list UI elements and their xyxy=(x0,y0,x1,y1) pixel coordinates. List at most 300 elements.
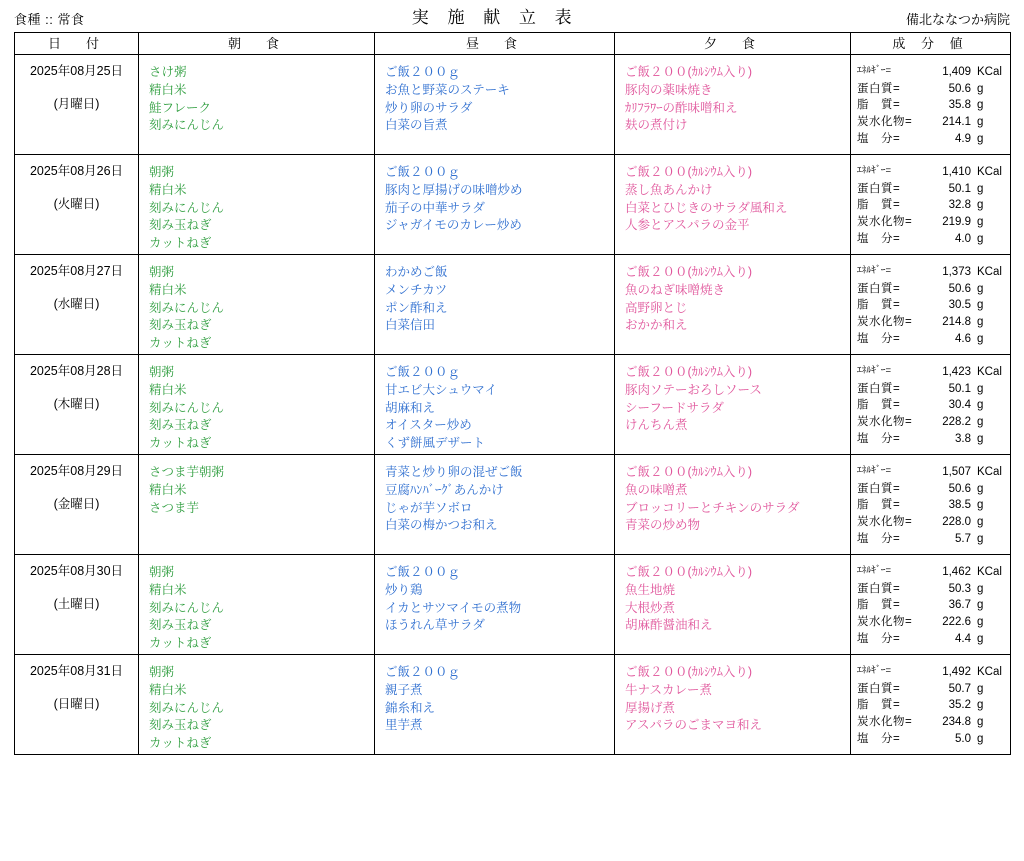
dish-item: ご飯２００ｇ xyxy=(385,65,461,79)
nutrition-values xyxy=(851,155,1010,247)
dish-item: シーフードサラダ xyxy=(625,400,724,415)
dish-item: 炒り卵のサラダ xyxy=(385,100,473,115)
breakfast-dish-list xyxy=(139,155,374,253)
dinner-dish-list xyxy=(615,155,850,235)
nutrition-cell xyxy=(851,255,1011,355)
nutrition-value-protein: 50.1 xyxy=(948,182,971,195)
date-cell xyxy=(15,155,139,255)
breakfast-cell xyxy=(139,355,375,455)
nutrition-row-salt xyxy=(857,431,1004,448)
table-row xyxy=(15,155,1011,255)
document-header xyxy=(14,6,1010,28)
nutrition-value-protein: 50.6 xyxy=(948,282,971,295)
lunch-dish-list xyxy=(375,55,614,135)
nutrition-value-carb: 219.9 xyxy=(942,216,971,229)
dish-item: 朝粥 xyxy=(149,365,175,379)
nutrition-label-carb: 炭水化物= xyxy=(857,416,913,429)
dinner-dish-list xyxy=(615,355,850,435)
dish-item: 魚生地焼 xyxy=(625,582,676,597)
dish-item: 里芋煮 xyxy=(385,718,423,733)
dish-item: 大根炒煮 xyxy=(625,600,676,615)
nutrition-value-energy: 1,373 xyxy=(942,266,971,278)
nutrition-unit-carb: g xyxy=(977,716,984,729)
dish-item: 精白米 xyxy=(149,182,187,197)
dish-item: 刻み玉ねぎ xyxy=(149,618,212,633)
nutrition-value-protein: 50.3 xyxy=(948,582,971,595)
nutrition-row-energy xyxy=(857,464,1004,481)
dinner-dish-list xyxy=(615,55,850,135)
nutrition-row-fat xyxy=(857,597,1004,614)
nutrition-unit-protein: g xyxy=(977,382,984,395)
dish-item: 豚肉の薬味焼き xyxy=(625,82,713,97)
date-cell xyxy=(15,355,139,455)
dinner-cell xyxy=(615,655,851,755)
nutrition-unit-carb: g xyxy=(977,516,984,529)
nutrition-label-fat: 脂 質= xyxy=(857,199,901,212)
nutrition-value-salt: 5.0 xyxy=(955,732,971,745)
weekday-text: (金曜日) xyxy=(53,496,100,511)
dish-item: 牛ナスカレー煮 xyxy=(625,682,713,697)
nutrition-unit-energy: KCal xyxy=(977,466,1002,478)
dish-item: ご飯２００(ｶﾙｼｳﾑ入り) xyxy=(625,265,753,279)
nutrition-unit-energy: KCal xyxy=(977,566,1002,578)
nutrition-label-energy: ｴﾈﾙｷﾞｰ= xyxy=(857,665,892,676)
nutrition-cell xyxy=(851,55,1011,155)
nutrition-row-energy xyxy=(857,364,1004,381)
lunch-cell xyxy=(375,655,615,755)
nutrition-row-salt xyxy=(857,131,1004,148)
dish-item: 豚肉ソテーおろしソース xyxy=(625,382,762,397)
dish-item: ｶﾘﾌﾗﾜｰの酢味噌和え xyxy=(625,100,738,115)
dish-item: けんちん煮 xyxy=(625,418,688,433)
dish-item: 朝粥 xyxy=(149,565,175,579)
nutrition-row-carb xyxy=(857,214,1004,231)
column-header-breakfast: 朝 食 xyxy=(139,33,375,55)
nutrition-row-salt xyxy=(857,731,1004,748)
nutrition-unit-salt: g xyxy=(977,632,984,645)
nutrition-row-carb xyxy=(857,514,1004,531)
breakfast-cell xyxy=(139,455,375,555)
dish-item: ポン酢和え xyxy=(385,300,448,315)
dinner-dish-list xyxy=(615,455,850,535)
dish-item: 胡麻酢醤油和え xyxy=(625,618,713,633)
nutrition-value-energy: 1,462 xyxy=(942,566,971,578)
dinner-cell xyxy=(615,255,851,355)
table-row xyxy=(15,455,1011,555)
dinner-cell xyxy=(615,455,851,555)
dish-item: ご飯２００(ｶﾙｼｳﾑ入り) xyxy=(625,665,753,679)
dish-item: さけ粥 xyxy=(149,65,187,79)
dish-item: 青菜と炒り卵の混ぜご飯 xyxy=(385,465,523,479)
nutrition-label-energy: ｴﾈﾙｷﾞｰ= xyxy=(857,265,892,276)
dish-item: 胡麻和え xyxy=(385,400,436,415)
dish-item: 精白米 xyxy=(149,682,187,697)
nutrition-value-carb: 234.8 xyxy=(942,716,971,729)
dish-item: ご飯２００(ｶﾙｼｳﾑ入り) xyxy=(625,165,753,179)
nutrition-label-fat: 脂 質= xyxy=(857,99,901,112)
nutrition-row-energy xyxy=(857,664,1004,681)
dish-item: 白菜の旨煮 xyxy=(385,118,448,133)
nutrition-label-salt: 塩 分= xyxy=(857,332,901,345)
nutrition-label-protein: 蛋白質= xyxy=(857,482,901,495)
nutrition-label-salt: 塩 分= xyxy=(857,232,901,245)
nutrition-row-protein xyxy=(857,381,1004,398)
dish-item: ジャガイモのカレー炒め xyxy=(385,218,522,233)
date-text: 2025年08月26日 xyxy=(29,164,124,178)
nutrition-values xyxy=(851,555,1010,647)
breakfast-dish-list xyxy=(139,55,374,135)
nutrition-label-energy: ｴﾈﾙｷﾞｰ= xyxy=(857,165,892,176)
dish-item: ご飯２００ｇ xyxy=(385,165,461,179)
lunch-cell xyxy=(375,155,615,255)
dish-item: 白菜とひじきのサラダ風和え xyxy=(625,200,788,215)
nutrition-value-fat: 35.8 xyxy=(948,99,971,112)
nutrition-unit-carb: g xyxy=(977,316,984,329)
dish-item: 刻み玉ねぎ xyxy=(149,418,212,433)
weekday-text: (月曜日) xyxy=(53,96,100,111)
nutrition-cell xyxy=(851,555,1011,655)
breakfast-cell xyxy=(139,155,375,255)
dish-item: 鮭フレーク xyxy=(149,100,212,115)
nutrition-value-carb: 222.6 xyxy=(942,616,971,629)
nutrition-row-protein xyxy=(857,281,1004,298)
dish-item: 朝粥 xyxy=(149,165,175,179)
weekday-text: (木曜日) xyxy=(53,396,100,411)
column-header-lunch: 昼 食 xyxy=(375,33,615,55)
nutrition-value-carb: 228.2 xyxy=(942,416,971,429)
nutrition-values xyxy=(851,55,1010,147)
dish-item: 甘エビ大シュウマイ xyxy=(385,382,498,397)
column-header-date: 日 付 xyxy=(15,33,139,55)
dinner-dish-list xyxy=(615,255,850,335)
table-row xyxy=(15,655,1011,755)
nutrition-value-salt: 4.0 xyxy=(955,232,971,245)
dinner-dish-list xyxy=(615,555,850,635)
nutrition-label-protein: 蛋白質= xyxy=(857,382,901,395)
dish-item: カットねぎ xyxy=(149,436,212,450)
dish-item: ご飯２００(ｶﾙｼｳﾑ入り) xyxy=(625,365,753,379)
nutrition-label-energy: ｴﾈﾙｷﾞｰ= xyxy=(857,465,892,476)
dish-item: 刻みにんじん xyxy=(149,600,225,615)
date-text: 2025年08月30日 xyxy=(29,564,124,578)
nutrition-unit-salt: g xyxy=(977,432,984,445)
lunch-dish-list xyxy=(375,455,614,535)
nutrition-value-salt: 5.7 xyxy=(955,532,971,545)
nutrition-cell xyxy=(851,455,1011,555)
nutrition-unit-fat: g xyxy=(977,499,984,512)
date-cell xyxy=(15,455,139,555)
column-header-dinner: 夕 食 xyxy=(615,33,851,55)
breakfast-cell xyxy=(139,55,375,155)
breakfast-dish-list xyxy=(139,255,374,353)
dish-item: ほうれん草サラダ xyxy=(385,618,485,633)
nutrition-label-salt: 塩 分= xyxy=(857,732,901,745)
nutrition-unit-salt: g xyxy=(977,732,984,745)
nutrition-row-fat xyxy=(857,97,1004,114)
nutrition-label-carb: 炭水化物= xyxy=(857,116,913,129)
date-text: 2025年08月28日 xyxy=(29,364,124,378)
breakfast-dish-list xyxy=(139,555,374,653)
nutrition-value-protein: 50.7 xyxy=(948,682,971,695)
nutrition-row-energy xyxy=(857,564,1004,581)
breakfast-cell xyxy=(139,555,375,655)
dish-item: ご飯２００(ｶﾙｼｳﾑ入り) xyxy=(625,565,753,579)
nutrition-unit-fat: g xyxy=(977,99,984,112)
dish-item: わかめご飯 xyxy=(385,265,448,279)
nutrition-value-fat: 32.8 xyxy=(948,199,971,212)
nutrition-cell xyxy=(851,355,1011,455)
nutrition-value-carb: 228.0 xyxy=(942,516,971,529)
nutrition-unit-fat: g xyxy=(977,699,984,712)
dinner-cell xyxy=(615,55,851,155)
lunch-dish-list xyxy=(375,255,614,335)
weekday-text: (水曜日) xyxy=(53,296,100,311)
dinner-cell xyxy=(615,555,851,655)
nutrition-row-carb xyxy=(857,714,1004,731)
nutrition-value-energy: 1,423 xyxy=(942,366,971,378)
breakfast-cell xyxy=(139,255,375,355)
dinner-dish-list xyxy=(615,655,850,735)
nutrition-value-salt: 4.4 xyxy=(955,632,971,645)
nutrition-values xyxy=(851,255,1010,347)
nutrition-row-fat xyxy=(857,197,1004,214)
dish-item: 刻みにんじん xyxy=(149,300,225,315)
lunch-cell xyxy=(375,255,615,355)
nutrition-row-energy xyxy=(857,164,1004,181)
column-header-nutrition: 成 分 値 xyxy=(851,33,1011,55)
nutrition-label-energy: ｴﾈﾙｷﾞｰ= xyxy=(857,365,892,376)
dish-item: 朝粥 xyxy=(149,665,175,679)
dish-item: 青菜の炒め物 xyxy=(625,518,701,533)
nutrition-label-fat: 脂 質= xyxy=(857,299,901,312)
nutrition-row-protein xyxy=(857,581,1004,598)
lunch-cell xyxy=(375,455,615,555)
nutrition-row-carb xyxy=(857,114,1004,131)
dish-item: 錦糸和え xyxy=(385,700,436,715)
weekday-text: (日曜日) xyxy=(53,696,100,711)
dish-item: カットねぎ xyxy=(149,236,212,250)
nutrition-label-carb: 炭水化物= xyxy=(857,616,913,629)
dish-item: カットねぎ xyxy=(149,636,212,650)
dish-item: お魚と野菜のステーキ xyxy=(385,82,510,97)
nutrition-label-fat: 脂 質= xyxy=(857,399,901,412)
dish-item: メンチカツ xyxy=(385,282,448,297)
nutrition-label-carb: 炭水化物= xyxy=(857,316,913,329)
nutrition-unit-fat: g xyxy=(977,599,984,612)
nutrition-label-salt: 塩 分= xyxy=(857,432,901,445)
dish-item: 朝粥 xyxy=(149,265,175,279)
nutrition-unit-fat: g xyxy=(977,399,984,412)
dish-item: さつま芋朝粥 xyxy=(149,465,225,479)
dish-item: 麸の煮付け xyxy=(625,118,688,133)
breakfast-dish-list xyxy=(139,655,374,753)
date-cell xyxy=(15,655,139,755)
nutrition-label-protein: 蛋白質= xyxy=(857,282,901,295)
dish-item: じゃが芋ソボロ xyxy=(385,500,473,515)
nutrition-unit-energy: KCal xyxy=(977,66,1002,78)
nutrition-value-protein: 50.1 xyxy=(948,382,971,395)
nutrition-unit-carb: g xyxy=(977,616,984,629)
dish-item: 刻みにんじん xyxy=(149,118,225,133)
nutrition-unit-salt: g xyxy=(977,532,984,545)
dish-item: 白菜信田 xyxy=(385,318,436,333)
dish-item: 精白米 xyxy=(149,582,187,597)
nutrition-unit-fat: g xyxy=(977,299,984,312)
menu-table-body xyxy=(15,55,1011,755)
nutrition-value-protein: 50.6 xyxy=(948,482,971,495)
dish-item: 刻み玉ねぎ xyxy=(149,718,212,733)
lunch-cell xyxy=(375,555,615,655)
date-cell xyxy=(15,555,139,655)
nutrition-row-fat xyxy=(857,497,1004,514)
diet-type-label: 食種 :: 常食 xyxy=(14,12,85,27)
dish-item: 人参とアスパラの金平 xyxy=(625,218,750,233)
table-row xyxy=(15,55,1011,155)
dish-item: 刻み玉ねぎ xyxy=(149,218,212,233)
table-row xyxy=(15,555,1011,655)
nutrition-value-energy: 1,410 xyxy=(942,166,971,178)
dish-item: ご飯２００(ｶﾙｼｳﾑ入り) xyxy=(625,465,753,479)
nutrition-unit-energy: KCal xyxy=(977,166,1002,178)
nutrition-value-fat: 35.2 xyxy=(948,699,971,712)
nutrition-unit-energy: KCal xyxy=(977,666,1002,678)
nutrition-label-carb: 炭水化物= xyxy=(857,716,913,729)
nutrition-row-protein xyxy=(857,481,1004,498)
dish-item: 豚肉と厚揚げの味噌炒め xyxy=(385,182,523,197)
table-header-row xyxy=(15,33,1011,55)
nutrition-row-energy xyxy=(857,64,1004,81)
lunch-dish-list xyxy=(375,155,614,235)
nutrition-label-protein: 蛋白質= xyxy=(857,182,901,195)
dish-item: オイスター炒め xyxy=(385,418,472,433)
nutrition-label-fat: 脂 質= xyxy=(857,499,901,512)
nutrition-row-carb xyxy=(857,314,1004,331)
dish-item: 厚揚げ煮 xyxy=(625,700,676,715)
nutrition-value-fat: 36.7 xyxy=(948,599,971,612)
nutrition-unit-protein: g xyxy=(977,82,984,95)
dish-item: ブロッコリーとチキンのサラダ xyxy=(625,500,800,515)
table-row xyxy=(15,255,1011,355)
menu-table xyxy=(14,32,1011,755)
nutrition-label-fat: 脂 質= xyxy=(857,699,901,712)
dish-item: ご飯２００ｇ xyxy=(385,665,461,679)
nutrition-row-salt xyxy=(857,231,1004,248)
nutrition-label-protein: 蛋白質= xyxy=(857,582,901,595)
nutrition-unit-protein: g xyxy=(977,682,984,695)
nutrition-row-fat xyxy=(857,397,1004,414)
lunch-cell xyxy=(375,55,615,155)
nutrition-row-salt xyxy=(857,331,1004,348)
dish-item: 刻みにんじん xyxy=(149,400,225,415)
dish-item: 精白米 xyxy=(149,282,187,297)
dish-item: カットねぎ xyxy=(149,736,212,750)
nutrition-row-protein xyxy=(857,181,1004,198)
nutrition-row-carb xyxy=(857,614,1004,631)
lunch-dish-list xyxy=(375,555,614,635)
dish-item: アスパラのごまマヨ和え xyxy=(625,718,763,733)
dish-item: ご飯２００(ｶﾙｼｳﾑ入り) xyxy=(625,65,753,79)
nutrition-cell xyxy=(851,155,1011,255)
nutrition-value-protein: 50.6 xyxy=(948,82,971,95)
page-title: 実 施 献 立 表 xyxy=(411,8,579,27)
nutrition-value-carb: 214.8 xyxy=(942,316,971,329)
nutrition-unit-salt: g xyxy=(977,232,984,245)
dinner-cell xyxy=(615,155,851,255)
nutrition-label-fat: 脂 質= xyxy=(857,599,901,612)
hospital-name: 備北ななつか病院 xyxy=(905,12,1010,27)
nutrition-unit-protein: g xyxy=(977,282,984,295)
nutrition-value-carb: 214.1 xyxy=(942,116,971,129)
lunch-dish-list xyxy=(375,355,614,453)
dish-item: カットねぎ xyxy=(149,336,212,350)
nutrition-unit-fat: g xyxy=(977,199,984,212)
nutrition-row-salt xyxy=(857,631,1004,648)
dish-item: 蒸し魚あんかけ xyxy=(625,182,713,197)
nutrition-value-energy: 1,492 xyxy=(942,666,971,678)
nutrition-value-fat: 30.4 xyxy=(948,399,971,412)
nutrition-row-fat xyxy=(857,297,1004,314)
nutrition-unit-salt: g xyxy=(977,132,984,145)
nutrition-unit-carb: g xyxy=(977,416,984,429)
nutrition-label-carb: 炭水化物= xyxy=(857,216,913,229)
lunch-cell xyxy=(375,355,615,455)
date-cell xyxy=(15,55,139,155)
nutrition-row-protein xyxy=(857,681,1004,698)
nutrition-row-carb xyxy=(857,414,1004,431)
breakfast-dish-list xyxy=(139,355,374,453)
nutrition-label-salt: 塩 分= xyxy=(857,532,901,545)
dish-item: 魚の味噌煮 xyxy=(625,482,688,497)
nutrition-cell xyxy=(851,655,1011,755)
dish-item: 刻みにんじん xyxy=(149,700,225,715)
nutrition-value-salt: 3.8 xyxy=(955,432,971,445)
date-text: 2025年08月27日 xyxy=(29,264,124,278)
nutrition-row-salt xyxy=(857,531,1004,548)
nutrition-values xyxy=(851,655,1010,747)
dish-item: 刻みにんじん xyxy=(149,200,225,215)
nutrition-unit-carb: g xyxy=(977,216,984,229)
breakfast-cell xyxy=(139,655,375,755)
nutrition-unit-protein: g xyxy=(977,182,984,195)
nutrition-value-salt: 4.9 xyxy=(955,132,971,145)
table-row xyxy=(15,355,1011,455)
nutrition-label-salt: 塩 分= xyxy=(857,632,901,645)
dish-item: ご飯２００ｇ xyxy=(385,365,461,379)
dish-item: 豆腐ﾊﾝﾊﾞｰｸﾞあんかけ xyxy=(385,482,504,497)
breakfast-dish-list xyxy=(139,455,374,517)
nutrition-value-energy: 1,409 xyxy=(942,66,971,78)
dish-item: さつま芋 xyxy=(149,500,200,515)
dish-item: 白菜の梅かつお和え xyxy=(385,518,498,533)
dish-item: 炒り鶏 xyxy=(385,582,423,597)
nutrition-unit-energy: KCal xyxy=(977,366,1002,378)
weekday-text: (火曜日) xyxy=(53,196,100,211)
nutrition-row-protein xyxy=(857,81,1004,98)
nutrition-label-energy: ｴﾈﾙｷﾞｰ= xyxy=(857,565,892,576)
dish-item: 親子煮 xyxy=(385,682,423,697)
date-cell xyxy=(15,255,139,355)
nutrition-values xyxy=(851,455,1010,547)
nutrition-row-energy xyxy=(857,264,1004,281)
dish-item: イカとサツマイモの煮物 xyxy=(385,600,522,615)
dish-item: 精白米 xyxy=(149,482,187,497)
nutrition-label-energy: ｴﾈﾙｷﾞｰ= xyxy=(857,65,892,76)
nutrition-value-fat: 30.5 xyxy=(948,299,971,312)
nutrition-unit-carb: g xyxy=(977,116,984,129)
dish-item: 精白米 xyxy=(149,382,187,397)
nutrition-value-salt: 4.6 xyxy=(955,332,971,345)
nutrition-label-protein: 蛋白質= xyxy=(857,682,901,695)
